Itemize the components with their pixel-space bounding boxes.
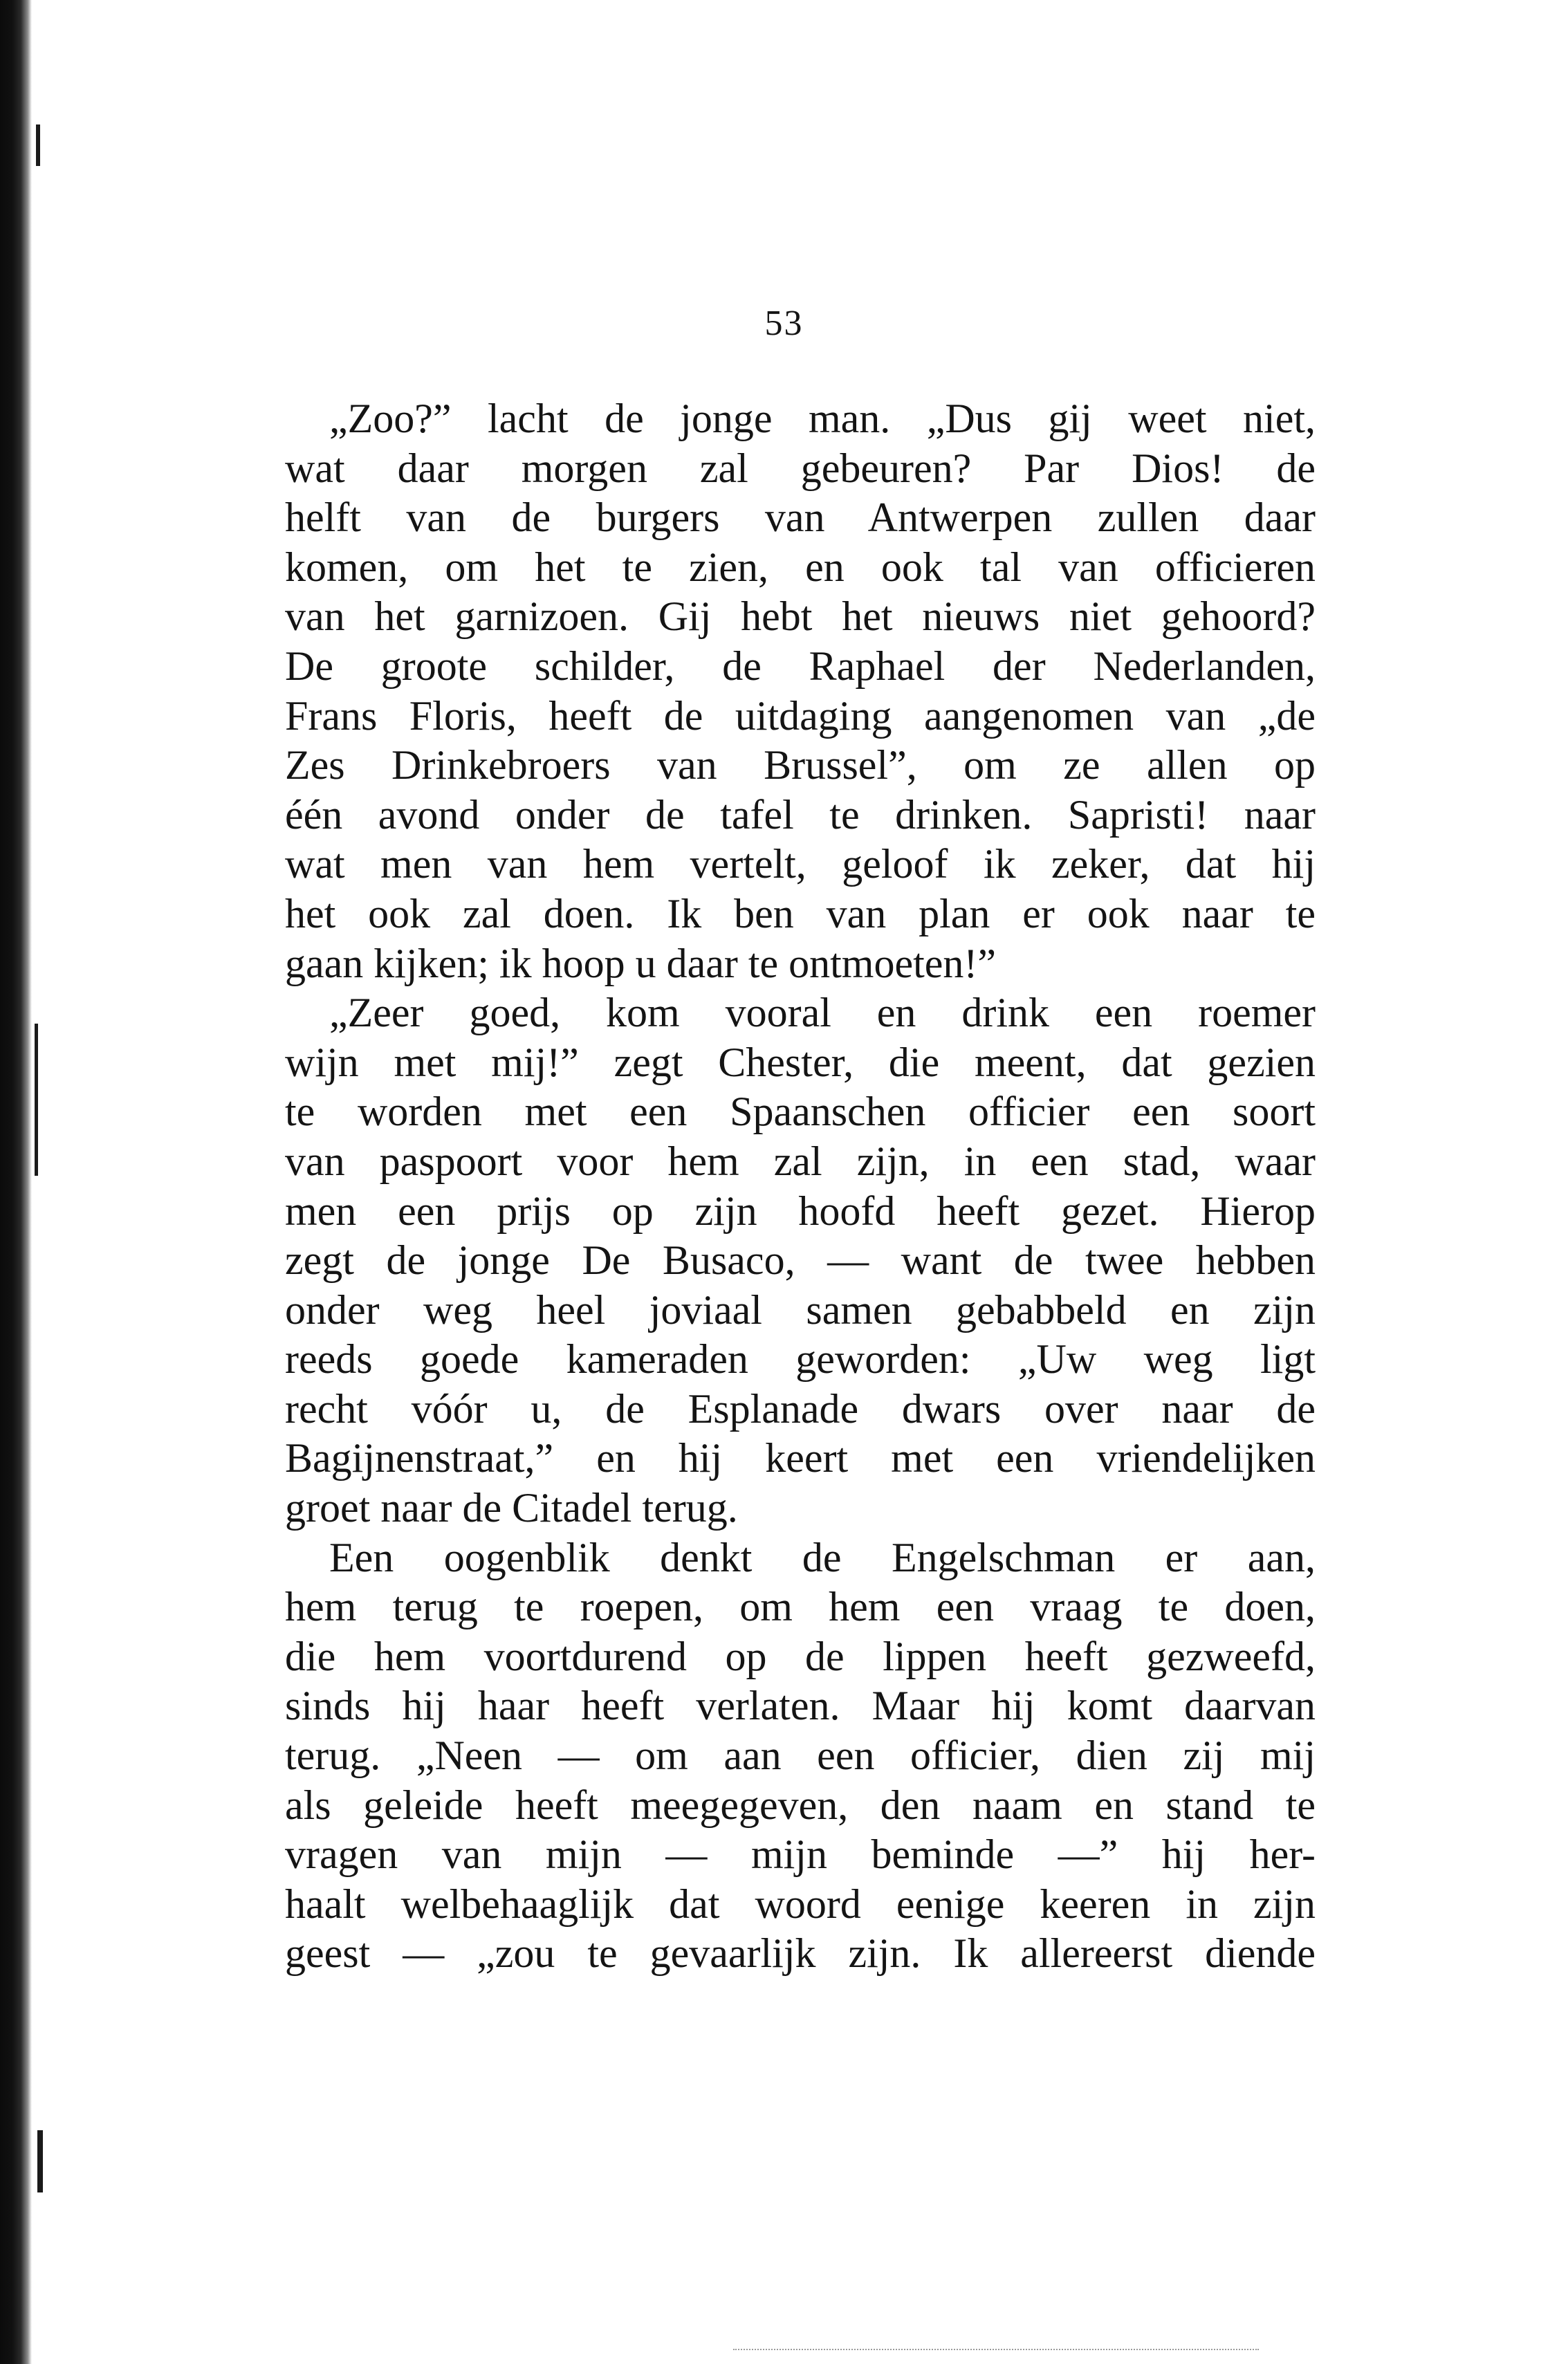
- text-line: De groote schilder, de Raphael der Nederlanden,: [285, 643, 1316, 689]
- text-line: te worden met een Spaanschen officier een soort: [285, 1089, 1316, 1135]
- text-line: vragen van mijn — mijn beminde —” hij her-: [285, 1831, 1316, 1878]
- text-line: van het garnizoen. Gij hebt het nieuws niet gehoord?: [285, 593, 1316, 640]
- text-line: komen, om het te zien, en ook tal van officieren: [285, 544, 1316, 590]
- text-line: als geleide heeft meegegeven, den naam en stand te: [285, 1782, 1316, 1828]
- text-line: zegt de jonge De Busaco, — want de twee hebben: [285, 1237, 1316, 1284]
- text-line: Frans Floris, heeft de uitdaging aangenomen van „de: [285, 692, 1316, 739]
- text-line: men een prijs op zijn hoofd heeft gezet. Hierop: [285, 1188, 1316, 1234]
- footer-rule: [733, 2349, 1259, 2352]
- text-line: wat men van hem vertelt, geloof ik zeker, dat hij: [285, 841, 1316, 887]
- text-line: die hem voortdurend op de lippen heeft gezweefd,: [285, 1633, 1316, 1679]
- text-line: „Zeer goed, kom vooral en drink een roemer: [329, 990, 1316, 1036]
- text-line: terug. „Neen — om aan een officier, dien zij mij: [285, 1733, 1316, 1779]
- body-text: [285, 394, 1316, 1979]
- text-line: recht vóór u, de Esplanade dwars over naar de: [285, 1385, 1316, 1432]
- page-number: 53: [764, 304, 804, 343]
- text-line: geest — „zou te gevaarlijk zijn. Ik allereerst diende: [285, 1930, 1316, 1977]
- book-binding-edge: [0, 0, 32, 2364]
- text-line: Zes Drinkebroers van Brussel”, om ze allen op: [285, 742, 1316, 788]
- text-line: gaan kijken; ik hoop u daar te ontmoeten!”: [285, 940, 996, 986]
- text-line: wijn met mij!” zegt Chester, die meent, dat gezien: [285, 1039, 1316, 1085]
- text-line: wat daar morgen zal gebeuren? Par Dios! de: [285, 445, 1316, 491]
- text-line: van paspoort voor hem zal zijn, in een stad, waar: [285, 1138, 1316, 1184]
- text-line: „Zoo?” lacht de jonge man. „Dus gij weet niet,: [329, 396, 1316, 441]
- binding-speck: [37, 2130, 43, 2192]
- text-line: groet naar de Citadel terug.: [285, 1485, 738, 1531]
- text-line: haalt welbehaaglijk dat woord eenige keeren in zijn: [285, 1881, 1316, 1927]
- text-line: het ook zal doen. Ik ben van plan er ook naar te: [285, 890, 1316, 936]
- text-line: Bagijnenstraat,” en hij keert met een vriendelijken: [285, 1435, 1316, 1481]
- text-line: reeds goede kameraden geworden: „Uw weg ligt: [285, 1336, 1316, 1383]
- text-line: Een oogenblik denkt de Engelschman er aan,: [329, 1534, 1316, 1580]
- text-line: helft van de burgers van Antwerpen zullen daar: [285, 495, 1316, 541]
- text-line: één avond onder de tafel te drinken. Sapristi! naar: [285, 791, 1316, 838]
- binding-speck: [35, 1024, 38, 1176]
- text-line: onder weg heel joviaal samen gebabbeld en zijn: [285, 1286, 1316, 1333]
- binding-speck: [36, 124, 40, 166]
- text-line: hem terug te roepen, om hem een vraag te doen,: [285, 1584, 1316, 1630]
- text-line: sinds hij haar heeft verlaten. Maar hij komt daarvan: [285, 1683, 1316, 1729]
